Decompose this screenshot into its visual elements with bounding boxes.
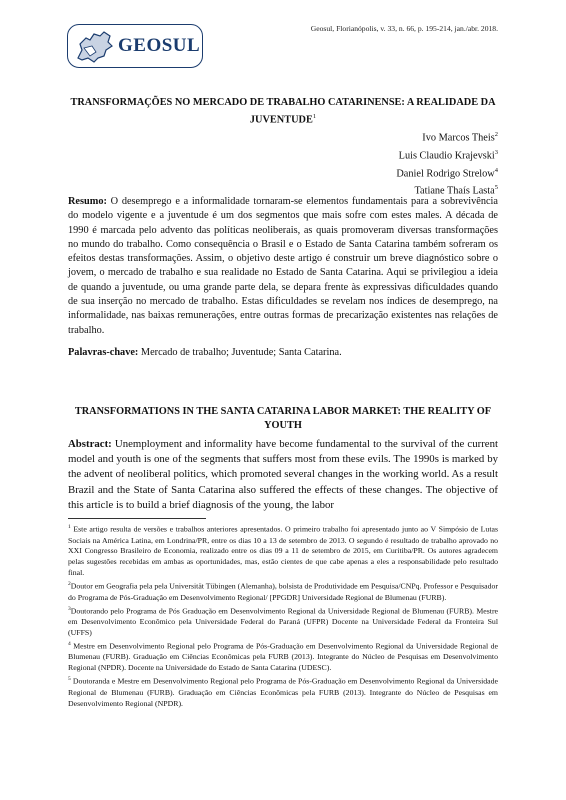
- footnote-number: 2: [68, 581, 71, 588]
- footnote-text: Mestre em Desenvolvimento Regional pelo Programa de Pós-Graduação em Desenvolvimento Regional da Universidade Regional de Blumenau (FURB). Graduação em Ciências Econômicas pela FURB (2013). Integrante do Núcleo de Pesquisas em Desenvolvimento Regional (NPDR). Docente na Universidade do Estado de Santa Catarina (UDESC).: [68, 641, 498, 673]
- footnote: [68, 579, 498, 603]
- abstract-en-text: Unemployment and informality have become fundamental to the survival of the current model and youth is one of the segments that suffers most from these evils. The 1990s is marked by the advent of neoliberal politics, which promoted several changes in the working world. As a result Brazil and the State of Santa Catarina also suffered the effects of these changes. The objective of this article is to build a brief diagnosis of the young, the labor: [68, 438, 498, 511]
- author-footnote-ref[interactable]: 3: [494, 148, 498, 156]
- title-pt-text: TRANSFORMAÇÕES NO MERCADO DE TRABALHO CATARINENSE: A REALIDADE DA JUVENTUDE: [70, 97, 496, 126]
- footnote: [68, 674, 498, 709]
- keywords-pt: [68, 346, 498, 360]
- footnote-number: 3: [68, 605, 71, 612]
- author: [396, 146, 498, 164]
- footnote: [68, 522, 498, 579]
- footnote-text: Este artigo resulta de versões e trabalhos anteriores apresentados. O primeiro trabalho foi apresentado junto ao V Simpósio de Lutas Sociais na América Latina, em Londrina/PR, entre os dias 10 a 13 de setembro de 2013. O segundo é resultado de trabalho aprovado no XXI Congresso Brasileiro de Economia, realizado entre os dias 09 a 11 de setembro de 2015, em Curitiba/PR. Os autores agradecem pelas sugestões recebidas em ambas as oportunidades, mas, estão cientes de que cabe apenas a eles a responsabilidade pelo resultado final.: [68, 524, 498, 578]
- footnote-number: 4: [68, 640, 71, 647]
- footnote-separator: [68, 518, 206, 519]
- footnote-text: Doutor em Geografia pela pela Universität Tübingen (Alemanha), bolsista de Produtividade em Pesquisa/CNPq. Professor e Pesquisador do Programa de Pós-Graduação em Desenvolvimento Regional/ [PPGDR] Universidade Regional de Blumenau (FURB).: [68, 581, 498, 602]
- keywords-text: Mercado de trabalho; Juventude; Santa Catarina.: [138, 347, 342, 358]
- author: [396, 164, 498, 182]
- geosul-logo: [67, 24, 203, 68]
- author-footnote-ref[interactable]: 5: [494, 184, 498, 192]
- running-head: Geosul, Florianópolis, v. 33, n. 66, p. 195-214, jan./abr. 2018.: [310, 24, 498, 33]
- author-footnote-ref[interactable]: 4: [494, 166, 498, 174]
- footnote-text: Doutorando pelo Programa de Pós Graduação em Desenvolvimento Regional da Universidade Regional de Blumenau (FURB). Mestre em Desenvolvimento Econômico pela Universidade Federal do Paraná (UFPR) Docente na Universidade Federal da Fronteira Sul (UFFS): [68, 606, 498, 637]
- author-name: Ivo Marcos Theis: [422, 132, 495, 144]
- title-footnote-ref[interactable]: 1: [312, 113, 317, 120]
- author-name: Luis Claudio Krajevski: [398, 150, 495, 162]
- footnote-number: 5: [68, 676, 71, 683]
- author-name: Daniel Rodrigo Strelow: [396, 168, 495, 180]
- logo-text: GEOSUL: [118, 35, 201, 56]
- footnote-text: Doutoranda e Mestre em Desenvolvimento Regional pelo Programa de Pós-Graduação em Desenvolvimento Regional da Universidade Regional de Blumenau (FURB). Graduação em Ciências Econômicas pela FURB (2013). Integrante do Núcleo de Pesquisas em Desenvolvimento Regional (NPDR).: [68, 676, 498, 708]
- footnote-number: 1: [68, 524, 71, 530]
- footnote: [68, 639, 498, 674]
- author-name: Tatiane Thaís Lasta: [414, 185, 495, 197]
- author: [396, 128, 498, 146]
- footnotes: [68, 522, 498, 709]
- article-title-pt: [68, 96, 498, 127]
- footnote: [68, 604, 498, 639]
- author-footnote-ref[interactable]: 2: [494, 131, 498, 138]
- abstract-pt: [68, 195, 498, 338]
- abstract-en: [68, 437, 498, 513]
- author-list: [396, 128, 498, 199]
- keywords-label: Palavras-chave:: [68, 347, 139, 358]
- map-logo-icon: [74, 28, 114, 64]
- article-title-en: TRANSFORMATIONS IN THE SANTA CATARINA LABOR MARKET: THE REALITY OF YOUTH: [74, 406, 492, 431]
- abstract-en-label: Abstract:: [68, 438, 112, 450]
- abstract-pt-label: Resumo:: [68, 196, 107, 207]
- abstract-pt-text: O desemprego e a informalidade tornaram-se elementos fundamentais para a sobrevivência do modelo vigente e a juventude é um dos segmentos que mais sofre com estes males. A década de 1990 é marcada pelo advento das políticas neoliberais, as quais promoveram diversas transformações no mundo do trabalho. Como consequência o Brasil e o Estado de Santa Catarina também sofreram os efeitos destas transformações. Assim, o objetivo deste artigo é construir um breve diagnóstico sobre o jovem, o mercado de trabalho e sua realidade no Estado de Santa Catarina. Aqui se privilegiou a ideia de quando a juventude, ou uma grande parte dela, se depara frente às expressivas dificuldades quando de sua inserção no mercado de trabalho. Estas dificuldades se revelam nos índices de desemprego, na informalidade, nas baixas remunerações, entre outras formas de precarização existentes nas relações de trabalho.: [68, 196, 498, 336]
